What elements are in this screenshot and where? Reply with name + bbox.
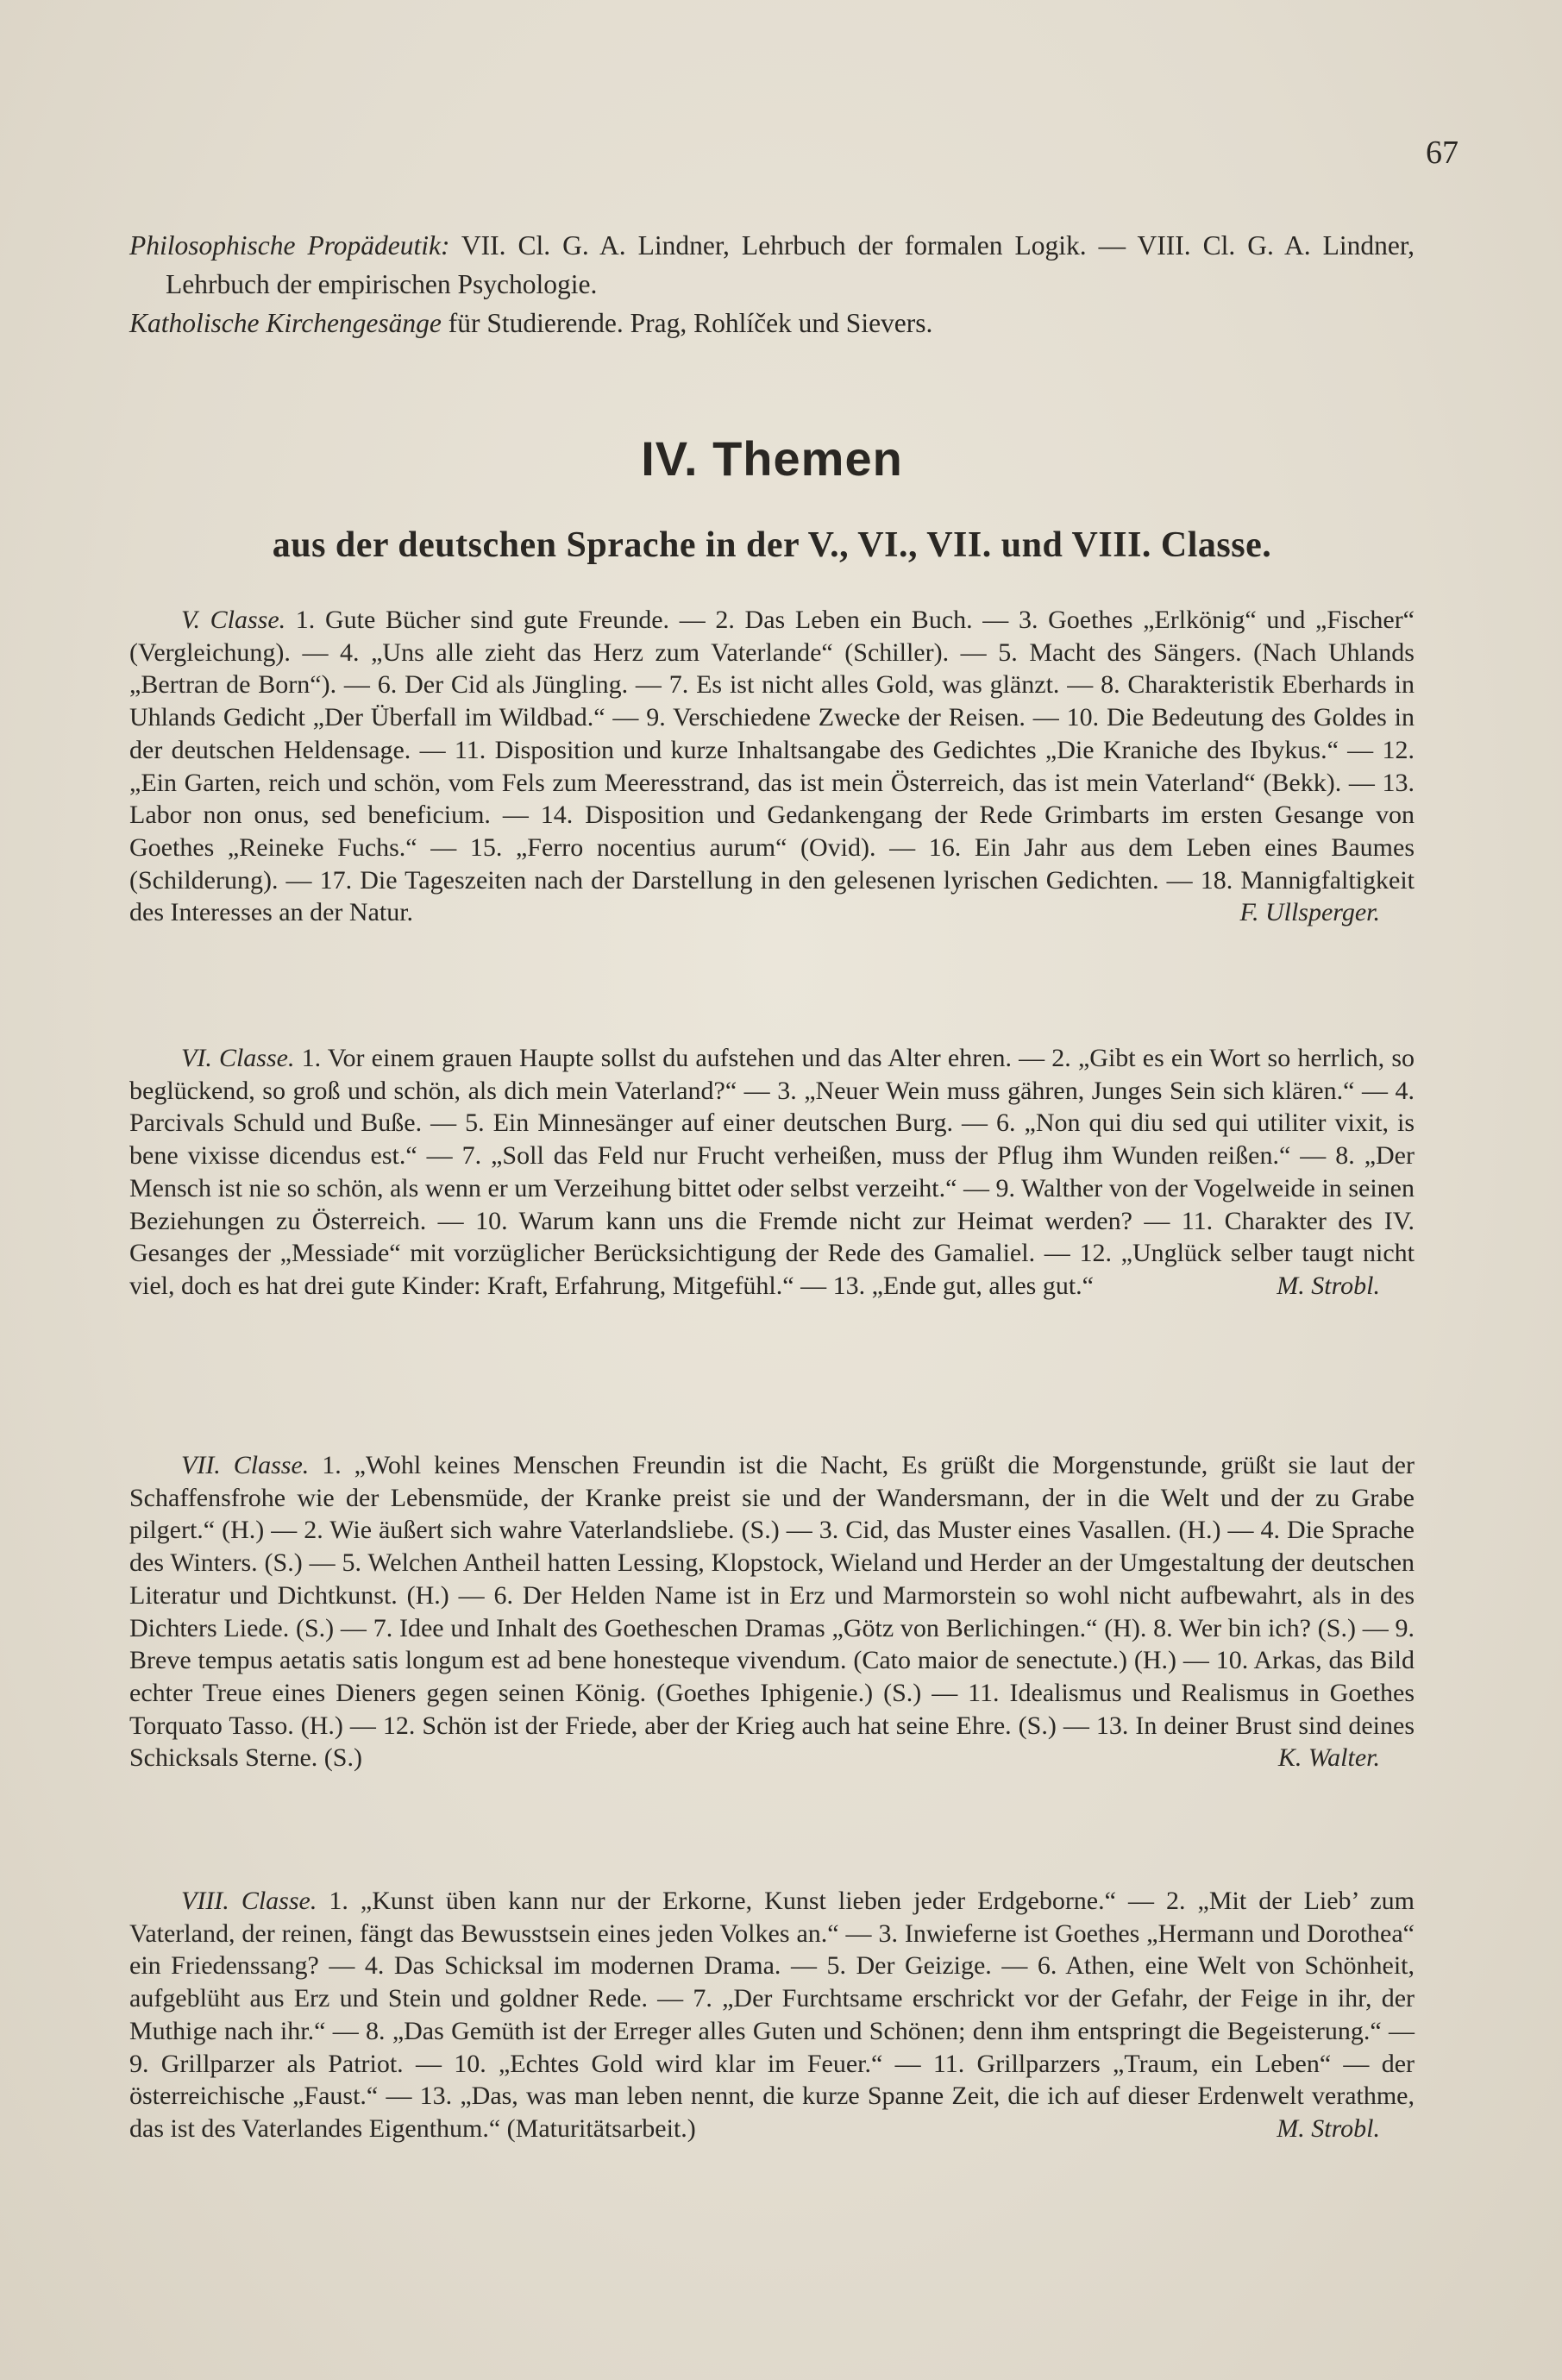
author-signature: F. Ullsperger.: [1239, 898, 1380, 927]
section-heading: IV. Themen: [641, 431, 903, 486]
themes-class-v: [129, 604, 1415, 929]
intro-block: [129, 226, 1415, 342]
themes-class-vii: [129, 1449, 1415, 1774]
section-subheading: aus der deutschen Sprache in der V., VI., VII. und VIII. Classe.: [272, 525, 1272, 565]
class-themes-text: 1. „Kunst üben kann nur der Erkorne, Kunst lieben jeder Erdgeborne.“ — 2. „Mit der Lieb’ zum Vaterland, der reinen, fängt das Bewusstsein eines jeden Volkes an.“ — 3. Inwieferne ist Goethes „Hermann und Dorothea“ ein Friedenssang? — 4. Das Schicksal im modernen Drama. — 5. Der Geizige. — 6. Athen, eine Welt von Schönheit, aufgeblüht aus Erz und Stein und goldner Rede. — 7. „Der Furchtsame erschrickt vor der Gefahr, der Feige in ihr, der Muthige nach ihr.“ — 8. „Das Gemüth ist der Erreger alles Guten und Schönen; denn ihm entspringt die Begeisterung.“ — 9. Grillparzer als Patriot. — 10. „Echtes Gold wird klar im Feuer.“ — 11. Grillparzers „Traum, ein Leben“ — der österreichische „Faust.“ — 13. „Das, was man leben nennt, die kurze Spanne Zeit, die ich auf dieser Erdenwelt verathme, das ist des Vaterlandes Eigenthum.“ (Maturitätsarbeit.): [129, 1887, 1415, 2143]
intro-subject: Philosophische Propädeutik:: [129, 230, 450, 261]
class-label: VI. Classe.: [181, 1044, 295, 1072]
intro-subject: Katholische Kirchengesänge: [129, 308, 442, 338]
intro-entry-propaedeutik: [129, 226, 1415, 304]
intro-text: für Studierende. Prag, Rohlíček und Sievers.: [441, 308, 933, 338]
class-themes-text: 1. „Wohl keines Menschen Freundin ist die Nacht, Es grüßt die Morgenstunde, grüßt sie laut der Schaffensfrohe wie der Lebensmüde, der Kranke preist sie und der Wandersmann, der in die Welt und der zu Grabe pilgert.“ (H.) — 2. Wie äußert sich wahre Vaterlandsliebe. (S.) — 3. Cid, das Muster eines Vasallen. (H.) — 4. Die Sprache des Winters. (S.) — 5. Welchen Antheil hatten Lessing, Klopstock, Wieland und Herder an der Umgestaltung der deutschen Literatur und Dichtkunst. (H.) — 6. Der Helden Name ist in Erz und Marmorstein so wohl nicht aufbewahrt, als in des Dichters Liede. (S.) — 7. Idee und Inhalt des Goetheschen Dramas „Götz von Berlichingen.“ (H). 8. Wer bin ich? (S.) — 9. Breve tempus aetatis satis longum est ad bene honesteque vivendum. (Cato maior de senectute.) (H.) — 10. Arkas, das Bild echter Treue eines Dieners gegen seinen König. (Goethes Iphigenie.) (S.) — 11. Idealismus und Realismus in Goethes Torquato Tasso. (H.) — 12. Schön ist der Friede, aber der Krieg auch hat seine Ehre. (S.) — 13. In deiner Brust sind deines Schicksals Sterne. (S.): [129, 1451, 1415, 1773]
class-themes-text: 1. Vor einem grauen Haupte sollst du aufstehen und das Alter ehren. — 2. „Gibt es ein Wort so herrlich, so beglückend, so groß und schön, als dich mein Vaterland?“ — 3. „Neuer Wein muss gähren, Junges Sein sich klären.“ — 4. Parcivals Schuld und Buße. — 5. Ein Minnesänger auf einer deutschen Burg. — 6. „Non qui diu sed qui utiliter vixit, is bene vixisse dicendus est.“ — 7. „Soll das Feld nur Frucht verheißen, muss der Pflug ihm Wunden reißen.“ — 8. „Der Mensch ist nie so schön, als wenn er um Verzeihung bittet oder selbst verzeiht.“ — 9. Walther von der Vogelweide in seinen Beziehungen zu Österreich. — 10. Warum kann uns die Fremde nicht zur Heimat werden? — 11. Charakter des IV. Gesanges der „Messiade“ mit vorzüglicher Berücksichtigung der Rede des Gamaliel. — 12. „Unglück selber taugt nicht viel, doch es hat drei gute Kinder: Kraft, Erfahrung, Mitgefühl.“ — 13. „Ende gut, alles gut.“: [129, 1044, 1415, 1300]
page-number: 67: [1426, 135, 1458, 171]
intro-text: VII. Cl. G. A. Lindner, Lehrbuch der formalen Logik. — VIII. Cl. G. A. Lindner, Lehrbuch der empirischen Psychologie.: [166, 230, 1415, 299]
author-signature: M. Strobl.: [1277, 1271, 1380, 1300]
author-signature: M. Strobl.: [1277, 2113, 1380, 2143]
themes-class-viii: [129, 1885, 1415, 2145]
intro-entry-kirchengesaenge: [129, 304, 1415, 342]
themes-class-vi: [129, 1042, 1415, 1303]
class-label: VII. Classe.: [181, 1451, 310, 1479]
class-label: V. Classe.: [181, 606, 286, 634]
class-themes-text: 1. Gute Bücher sind gute Freunde. — 2. Das Leben ein Buch. — 3. Goethes „Erlkönig“ und „Fischer“ (Vergleichung). — 4. „Uns alle zieht das Herz zum Vaterlande“ (Schiller). — 5. Macht des Sängers. (Nach Uhlands „Bertran de Born“). — 6. Der Cid als Jüngling. — 7. Es ist nicht alles Gold, was glänzt. — 8. Charakteristik Eberhards in Uhlands Gedicht „Der Überfall im Wildbad.“ — 9. Verschiedene Zwecke der Reisen. — 10. Die Bedeutung des Goldes in der deutschen Heldensage. — 11. Disposition und kurze Inhaltsangabe des Gedichtes „Die Kraniche des Ibykus.“ — 12. „Ein Garten, reich und schön, vom Fels zum Meeresstrand, das ist mein Österreich, das ist mein Vaterland“ (Bekk). — 13. Labor non onus, sed beneficium. — 14. Disposition und Gedankengang der Rede Grimbarts im ersten Gesange von Goethes „Reineke Fuchs.“ — 15. „Ferro nocentius aurum“ (Ovid). — 16. Ein Jahr aus dem Leben eines Baumes (Schilderung). — 17. Die Tageszeiten nach der Darstellung in den gelesenen lyrischen Gedichten. — 18. Mannigfaltigkeit des Interesses an der Natur.: [129, 606, 1415, 927]
author-signature: K. Walter.: [1277, 1743, 1380, 1773]
class-label: VIII. Classe.: [181, 1887, 317, 1915]
